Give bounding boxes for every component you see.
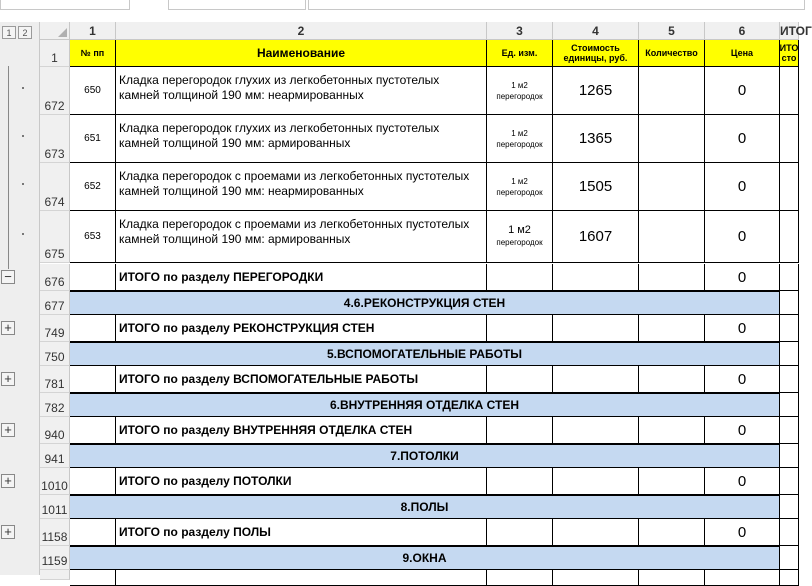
row-header[interactable]: 1011 xyxy=(40,495,70,519)
total-sum-cell[interactable] xyxy=(780,315,799,342)
total-number-cell[interactable] xyxy=(70,468,116,495)
section-heading[interactable]: 6.ВНУТРЕННЯЯ ОТДЕЛКА СТЕН xyxy=(70,393,780,417)
column-header-5[interactable]: 5 xyxy=(639,22,705,40)
blank-cell[interactable] xyxy=(639,570,705,586)
column-header-1[interactable]: 1 xyxy=(70,22,116,40)
total-number-cell[interactable] xyxy=(70,417,116,444)
total-cost-cell[interactable] xyxy=(553,417,639,444)
unit-main: 1 м2 xyxy=(508,224,531,236)
section-heading[interactable]: 7.ПОТОЛКИ xyxy=(70,444,780,468)
outline-dot xyxy=(22,183,24,185)
outline-dot xyxy=(22,233,24,235)
column-header-3[interactable]: 3 xyxy=(487,22,553,40)
item-unit-cell[interactable] xyxy=(487,163,553,211)
name-box[interactable] xyxy=(0,0,130,10)
total-qty-cell[interactable] xyxy=(639,417,705,444)
unit-main: 1 м2 xyxy=(511,128,528,138)
total-price-cell[interactable]: 0 xyxy=(705,366,780,393)
column-header-2[interactable]: 2 xyxy=(116,22,487,40)
column-header-7[interactable]: ИТОГ xyxy=(780,24,812,38)
row-header[interactable]: 677 xyxy=(40,291,70,315)
total-qty-cell[interactable] xyxy=(639,519,705,546)
total-sum-cell[interactable] xyxy=(780,366,799,393)
total-price-cell[interactable]: 0 xyxy=(705,468,780,495)
total-qty-cell[interactable] xyxy=(639,366,705,393)
blank-cell[interactable] xyxy=(780,570,799,586)
outline-dot xyxy=(22,87,24,89)
item-number-cell[interactable]: 652 xyxy=(70,163,116,211)
formula-buttons[interactable] xyxy=(168,0,306,10)
item-qty-cell[interactable] xyxy=(639,115,705,163)
total-number-cell[interactable] xyxy=(70,264,116,291)
item-price-cell[interactable]: 0 xyxy=(705,115,780,163)
collapse-group-button[interactable]: − xyxy=(1,270,15,284)
item-total-cell[interactable] xyxy=(780,163,799,211)
outline-gutter xyxy=(0,22,40,575)
row-header[interactable]: 750 xyxy=(40,342,70,366)
total-unit-cell[interactable] xyxy=(487,366,553,393)
section-extra-cell[interactable] xyxy=(780,444,799,468)
row-header[interactable]: 782 xyxy=(40,393,70,417)
total-cost-cell[interactable] xyxy=(553,468,639,495)
column-header-4[interactable]: 4 xyxy=(553,22,639,40)
item-number-cell[interactable]: 650 xyxy=(70,67,116,115)
total-number-cell[interactable] xyxy=(70,519,116,546)
total-sum-cell[interactable] xyxy=(780,519,799,546)
expand-group-button[interactable]: + xyxy=(1,372,15,386)
blank-cell[interactable] xyxy=(116,570,487,586)
item-name-cell[interactable]: Кладка перегородок с проемами из легкобетонных пустотелых камней толщиной 190 мм: неармированных xyxy=(116,163,487,211)
unit-sub: перегородок xyxy=(496,187,543,197)
header-cell-unit[interactable]: Ед. изм. xyxy=(487,40,553,67)
section-total-label[interactable]: ИТОГО по разделу ВСПОМОГАТЕЛЬНЫЕ РАБОТЫ xyxy=(116,366,487,393)
item-unit-cell[interactable] xyxy=(487,115,553,163)
expand-group-button[interactable]: + xyxy=(1,474,15,488)
outline-level-1-button[interactable]: 1 xyxy=(2,26,16,39)
section-heading[interactable]: 5.ВСПОМОГАТЕЛЬНЫЕ РАБОТЫ xyxy=(70,342,780,366)
total-price-cell[interactable]: 0 xyxy=(705,264,780,291)
row-header[interactable]: 675 xyxy=(40,211,70,263)
blank-cell[interactable] xyxy=(70,570,116,586)
unit-sub: перегородок xyxy=(496,91,543,101)
header-cell-name[interactable]: Наименование xyxy=(116,40,487,67)
header-cell-cost[interactable]: Стоимость единицы, руб. xyxy=(553,40,639,67)
blank-cell[interactable] xyxy=(553,570,639,586)
item-price-cell[interactable]: 0 xyxy=(705,67,780,115)
row-header-1[interactable]: 1 xyxy=(40,40,70,67)
section-extra-cell[interactable] xyxy=(780,546,799,570)
item-number-cell[interactable]: 651 xyxy=(70,115,116,163)
item-cost-cell[interactable]: 1365 xyxy=(553,115,639,163)
row-header[interactable]: 674 xyxy=(40,163,70,211)
row-header[interactable]: 673 xyxy=(40,115,70,163)
item-unit-cell[interactable] xyxy=(487,67,553,115)
section-total-label[interactable]: ИТОГО по разделу РЕКОНСТРУКЦИЯ СТЕН xyxy=(116,315,487,342)
total-unit-cell[interactable] xyxy=(487,264,553,291)
expand-group-button[interactable]: + xyxy=(1,423,15,437)
row-header[interactable]: 1010 xyxy=(40,468,70,495)
header-cell-qty[interactable]: Количество xyxy=(639,40,705,67)
section-extra-cell[interactable] xyxy=(780,291,799,315)
row-header[interactable]: 940 xyxy=(40,417,70,444)
unit-sub: перегородок xyxy=(496,238,543,247)
header-cell-total[interactable]: ИТО сто xyxy=(780,40,799,67)
total-cost-cell[interactable] xyxy=(553,519,639,546)
item-number-cell[interactable]: 653 xyxy=(70,211,116,263)
total-number-cell[interactable] xyxy=(70,366,116,393)
unit-main: 1 м2 xyxy=(511,176,528,186)
item-total-cell[interactable] xyxy=(780,67,799,115)
total-sum-cell[interactable] xyxy=(780,417,799,444)
outline-group-line xyxy=(8,66,9,269)
row-header[interactable]: 749 xyxy=(40,315,70,342)
header-cell-no[interactable]: № пп xyxy=(70,40,116,67)
item-cost-cell[interactable]: 1505 xyxy=(553,163,639,211)
outline-level-2-button[interactable]: 2 xyxy=(18,26,32,39)
total-price-cell[interactable]: 0 xyxy=(705,519,780,546)
total-unit-cell[interactable] xyxy=(487,519,553,546)
total-unit-cell[interactable] xyxy=(487,315,553,342)
expand-group-button[interactable]: + xyxy=(1,321,15,335)
section-extra-cell[interactable] xyxy=(780,342,799,366)
item-name-cell[interactable]: Кладка перегородок с проемами из легкобетонных пустотелых камней толщиной 190 мм: армированных xyxy=(116,211,487,263)
total-cost-cell[interactable] xyxy=(553,315,639,342)
section-total-label[interactable]: ИТОГО по разделу ПЕРЕГОРОДКИ xyxy=(116,264,487,291)
row-header[interactable]: 672 xyxy=(40,67,70,115)
section-heading[interactable]: 4.6.РЕКОНСТРУКЦИЯ СТЕН xyxy=(70,291,780,315)
item-qty-cell[interactable] xyxy=(639,211,705,263)
total-price-cell[interactable]: 0 xyxy=(705,417,780,444)
outline-dot xyxy=(22,135,24,137)
section-total-label[interactable]: ИТОГО по разделу ПОЛЫ xyxy=(116,519,487,546)
item-cost-cell[interactable]: 1607 xyxy=(553,211,639,263)
column-header-6[interactable]: 6 xyxy=(705,22,780,40)
item-qty-cell[interactable] xyxy=(639,163,705,211)
row-header[interactable]: 1158 xyxy=(40,519,70,546)
item-price-cell[interactable]: 0 xyxy=(705,211,780,263)
row-header[interactable]: 676 xyxy=(40,264,70,291)
unit-main: 1 м2 xyxy=(511,80,528,90)
section-extra-cell[interactable] xyxy=(780,393,799,417)
expand-group-button[interactable]: + xyxy=(1,525,15,539)
formula-bar-area xyxy=(0,0,799,22)
total-cost-cell[interactable] xyxy=(553,366,639,393)
unit-sub: перегородок xyxy=(496,139,543,149)
total-price-cell[interactable]: 0 xyxy=(705,315,780,342)
blank-cell[interactable] xyxy=(487,570,553,586)
item-price-cell[interactable]: 0 xyxy=(705,163,780,211)
item-total-cell[interactable] xyxy=(780,211,799,263)
item-qty-cell[interactable] xyxy=(639,67,705,115)
blank-cell[interactable] xyxy=(705,570,780,586)
item-name-cell[interactable]: Кладка перегородок глухих из легкобетонных пустотелых камней толщиной 190 мм: неармированных xyxy=(116,67,487,115)
total-sum-cell[interactable] xyxy=(780,264,799,291)
header-cell-price[interactable]: Цена xyxy=(705,40,780,67)
item-unit-cell[interactable] xyxy=(487,211,553,263)
section-extra-cell[interactable] xyxy=(780,495,799,519)
row-header[interactable] xyxy=(40,570,70,580)
row-header[interactable]: 941 xyxy=(40,444,70,468)
formula-input[interactable] xyxy=(308,0,805,10)
item-name-cell[interactable]: Кладка перегородок глухих из легкобетонных пустотелых камней толщиной 190 мм: армированных xyxy=(116,115,487,163)
item-total-cell[interactable] xyxy=(780,115,799,163)
row-header[interactable]: 1159 xyxy=(40,546,70,570)
total-unit-cell[interactable] xyxy=(487,468,553,495)
section-total-label[interactable]: ИТОГО по разделу ПОТОЛКИ xyxy=(116,468,487,495)
total-qty-cell[interactable] xyxy=(639,315,705,342)
section-heading[interactable]: 8.ПОЛЫ xyxy=(70,495,780,519)
total-number-cell[interactable] xyxy=(70,315,116,342)
item-cost-cell[interactable]: 1265 xyxy=(553,67,639,115)
section-heading[interactable]: 9.ОКНА xyxy=(70,546,780,570)
total-cost-cell[interactable] xyxy=(553,264,639,291)
total-qty-cell[interactable] xyxy=(639,468,705,495)
row-header[interactable]: 781 xyxy=(40,366,70,393)
select-all-corner[interactable] xyxy=(40,22,70,40)
total-qty-cell[interactable] xyxy=(639,264,705,291)
total-sum-cell[interactable] xyxy=(780,468,799,495)
section-total-label[interactable]: ИТОГО по разделу ВНУТРЕННЯЯ ОТДЕЛКА СТЕН xyxy=(116,417,487,444)
total-unit-cell[interactable] xyxy=(487,417,553,444)
